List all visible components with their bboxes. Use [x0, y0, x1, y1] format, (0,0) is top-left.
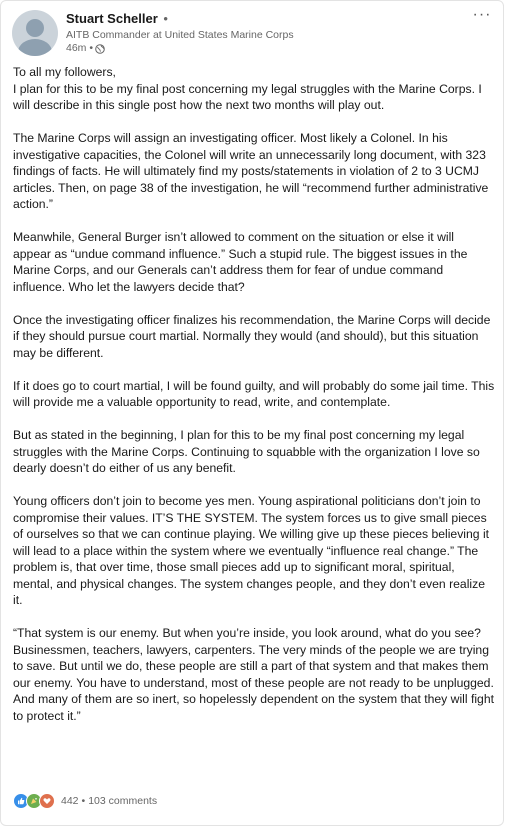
post-paragraph: Meanwhile, General Burger isn’t allowed to comment on the situation or else it will appear as “undue command influence.” Such a stupid rule. The biggest issues in the Marine Corps, and our Generals can’t address them for fear of undue command influence. Who let the lawyers decide that?	[13, 230, 468, 294]
post-paragraph: Once the investigating officer finalizes his recommendation, the Marine Corps will decide if they should pursue court martial. Normally they would (and should), but this situation may be different.	[13, 312, 491, 360]
post-paragraph: Young officers don’t join to become yes men. Young aspirational politicians don’t join to compromise their values. IT’S THE SYSTEM. The system forces us to give small pieces of ourselves so that we can continue playing. We willing give up these pieces believing it will lead to a place within the system where we eventually “influence real change.” The problem is, that over time, those small pieces add up to significant moral, spiritual, mental, and physical changes. The system changes people, and they don’t even realize it.	[13, 494, 490, 607]
post-paragraph: But as stated in the beginning, I plan for this to be my final post concerning my legal struggles with the Marine Corps. Continuing to squabble with the organization I love so dearly doesn’t do either of us any benefit.	[13, 428, 480, 475]
post-time: 46m •	[66, 42, 94, 54]
comments-count[interactable]: 103 comments	[88, 795, 158, 807]
globe-icon	[95, 44, 105, 54]
avatar-head-shape	[26, 19, 44, 37]
social-separator: •	[81, 795, 86, 807]
post-paragraph: “That system is our enemy. But when you’re inside, you look around, what do you see? Businessmen, teachers, lawyers, carpenters. The very minds of the people we are trying to save. But until we do, these people are still a part of that system and that makes them our enemy. You have to understand, most of these people are not ready to be unplugged. And many of them are so inert, so hopelessly dependent on the system that they will fight to protect it.”	[13, 626, 494, 723]
reaction-icons[interactable]	[13, 793, 55, 809]
author-name[interactable]: Stuart Scheller	[66, 11, 158, 26]
post-paragraph: The Marine Corps will assign an investigating officer. Most likely a Colonel. In his investigative capacities, the Colonel will write an unnecessarily long document, with 323 findings of facts. He will ultimately find my posts/statements in violation of 2 to 3 UCMJ articles. Then, on page 38 of the investigation, he will “recommend further administrative action.”	[13, 131, 489, 211]
post-body	[13, 64, 495, 741]
post-meta	[66, 42, 105, 55]
reaction-count[interactable]: 442	[61, 795, 79, 807]
post-paragraph: I plan for this to be my final post concerning my legal struggles with the Marine Corps. I will describe in this single post how the next two months will play out.	[13, 81, 482, 112]
avatar-shoulders-shape	[18, 39, 52, 56]
author-name-row	[66, 11, 168, 27]
post-paragraph: If it does go to court martial, I will be found guilty, and will probably do some jail time. This will provide me a valuable opportunity to read, write, and contemplate.	[13, 378, 495, 409]
author-headline: AITB Commander at United States Marine Corps	[66, 29, 294, 41]
post-paragraph: To all my followers,	[13, 65, 116, 79]
more-options-icon[interactable]: ···	[472, 6, 492, 23]
avatar[interactable]	[12, 10, 58, 56]
degree-marker: •	[163, 11, 168, 26]
love-icon	[39, 793, 55, 809]
post-header	[12, 6, 493, 61]
social-counts	[13, 793, 157, 809]
